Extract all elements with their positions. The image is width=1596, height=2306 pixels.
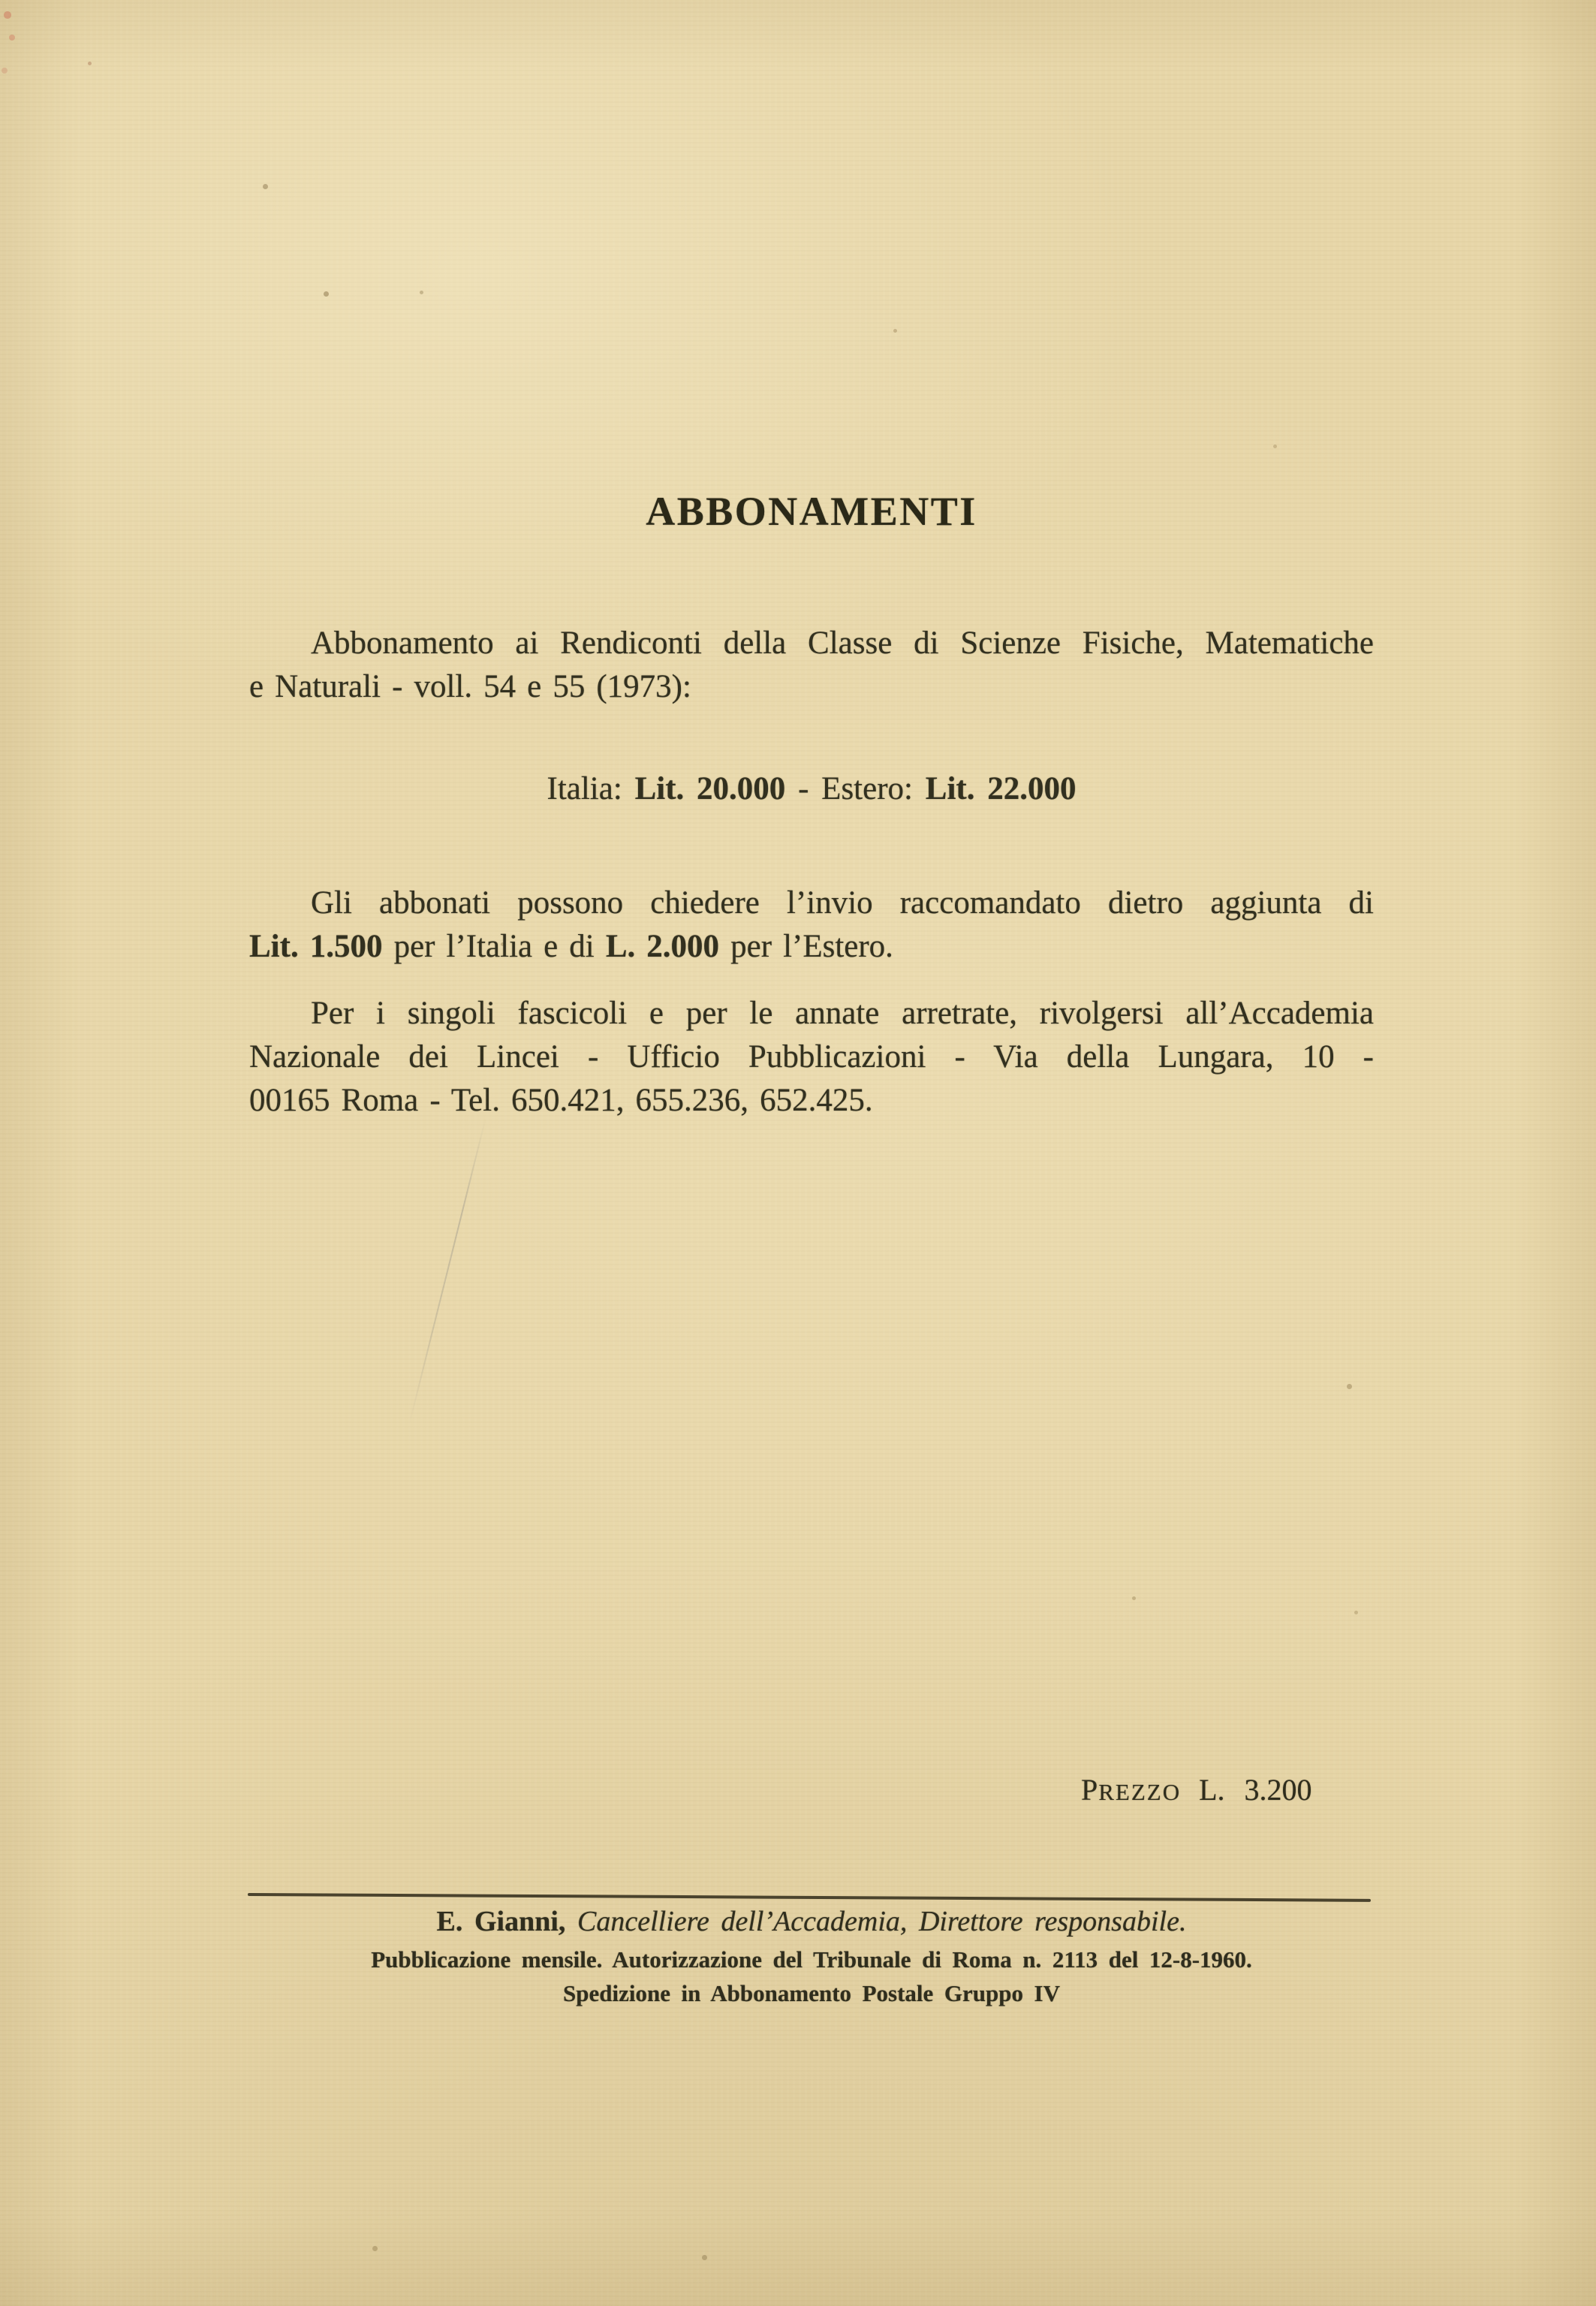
editor-name: E. Gianni, (436, 1906, 566, 1937)
italy-rate-label: Italia: (547, 771, 622, 806)
text-line: Per i singoli fascicoli e per le annate arretrate, rivolgersi all’Accademia (311, 996, 1374, 1031)
text-line: e Naturali - voll. 54 e 55 (1973): (249, 669, 691, 704)
price-amount: L. 3.200 (1199, 1773, 1312, 1807)
subscription-rates-line (249, 767, 1374, 811)
responsible-director-line (249, 1905, 1374, 1938)
page-title: ABBONAMENTI (646, 489, 977, 534)
abroad-rate-label: Estero: (821, 771, 913, 806)
footer-divider-rule (248, 1893, 1371, 1902)
text-line: Gli abbonati possono chiedere l’invio raccomandato dietro aggiunta di (311, 885, 1374, 921)
registered-mail-paragraph (249, 882, 1374, 969)
scan-edge-marks (0, 0, 3, 3)
registered-end-text: per l’Estero. (730, 929, 893, 964)
italy-rate-value: Lit. 20.000 (634, 771, 786, 806)
authorization-line: Pubblicazione mensile. Autorizzazione del Tribunale di Roma n. 2113 del 12-8-1960. (371, 1946, 1252, 1973)
text-line: Abbonamento ai Rendiconti della Classe di Scienze Fisiche, Matematiche (311, 625, 1374, 661)
text-line (249, 925, 1374, 969)
registered-mid-text: per l’Italia e di (393, 929, 595, 964)
rates-separator: - (798, 771, 809, 806)
text-line: Nazionale dei Lincei - Ufficio Pubblicazioni - Via della Lungara, 10 - (249, 1039, 1374, 1075)
registered-fee-italy: Lit. 1.500 (249, 929, 383, 964)
cover-price-line (1081, 1774, 1312, 1807)
registered-fee-abroad: L. 2.000 (605, 929, 720, 964)
paper-scratch (408, 1118, 486, 1424)
back-issues-paragraph (249, 992, 1374, 1123)
abroad-rate-value: Lit. 22.000 (925, 771, 1077, 806)
subscription-intro-paragraph (249, 622, 1374, 709)
price-label-smallcaps: REZZO (1098, 1779, 1182, 1805)
postal-group-line: Spedizione in Abbonamento Postale Gruppo IV (563, 1980, 1060, 2006)
text-line: 00165 Roma - Tel. 650.421, 655.236, 652.425. (249, 1083, 873, 1118)
price-label-initial: P (1081, 1773, 1099, 1807)
editor-titles: Cancelliere dell’Accademia, Direttore responsabile. (577, 1906, 1187, 1937)
